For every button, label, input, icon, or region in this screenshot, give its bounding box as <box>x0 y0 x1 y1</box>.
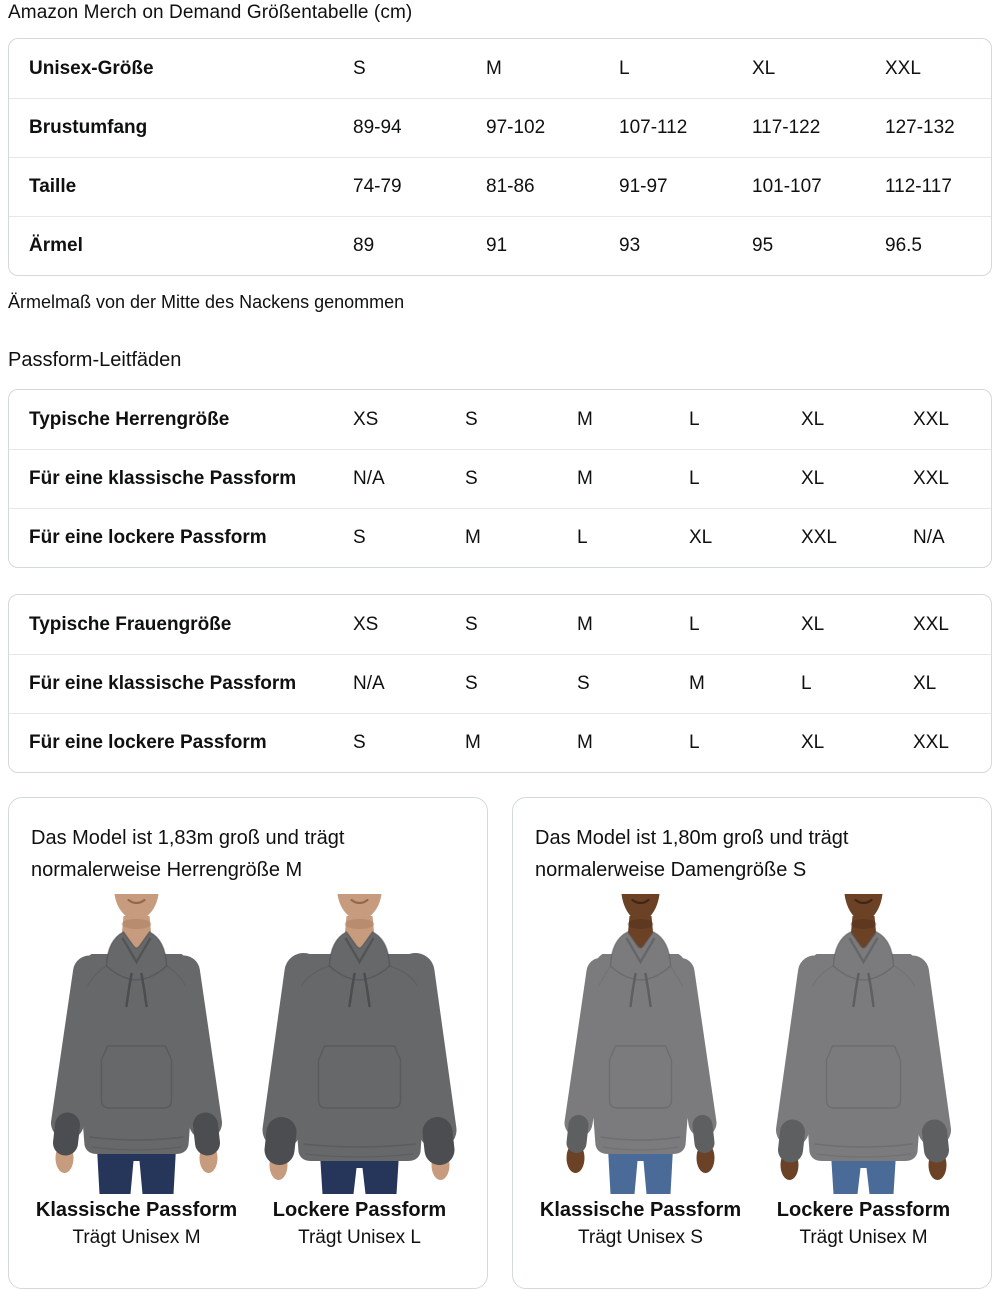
model-photo-male-loose <box>256 894 463 1194</box>
table-row <box>9 595 991 654</box>
table-cell: L <box>801 673 812 694</box>
table-cell: M <box>689 673 705 694</box>
worn-size-caption: Trägt Unisex L <box>298 1227 421 1248</box>
table-cell: M <box>486 57 502 79</box>
model-photo-male-classic <box>33 894 240 1194</box>
table-cell: XL <box>752 57 776 79</box>
table-cell: 74-79 <box>353 176 402 197</box>
table-row <box>9 713 991 772</box>
table-row-label: Ärmel <box>29 235 83 256</box>
table-row <box>9 39 991 98</box>
unisex-size-table <box>8 38 992 276</box>
table-cell: XS <box>353 408 379 430</box>
table-row-label: Brustumfang <box>29 117 148 138</box>
worn-size-caption: Trägt Unisex M <box>799 1227 928 1248</box>
table-cell: 91 <box>486 235 508 256</box>
table-cell: XXL <box>913 732 949 753</box>
table-row <box>9 508 991 567</box>
table-cell: M <box>465 732 481 753</box>
model-figure <box>33 894 240 1249</box>
table-cell: 95 <box>752 235 774 256</box>
model-cards <box>8 797 992 1289</box>
table-cell: XL <box>689 527 713 548</box>
table-row <box>9 98 991 157</box>
table-row-label: Unisex-Größe <box>29 57 154 79</box>
table-cell: S <box>465 613 478 635</box>
table-cell: XXL <box>913 408 949 430</box>
model-card <box>8 797 488 1289</box>
table-cell: XL <box>801 732 825 753</box>
table-cell: L <box>689 732 700 753</box>
table-cell: M <box>577 613 593 635</box>
model-description: Das Model ist 1,80m groß und trägt normalerweise Damengröße S <box>535 827 849 881</box>
table-cell: N/A <box>913 527 945 548</box>
table-cell: N/A <box>353 673 385 694</box>
table-row-label: Für eine lockere Passform <box>29 527 267 548</box>
table-row <box>9 216 991 275</box>
table-cell: 107-112 <box>619 117 688 138</box>
figure-row <box>29 894 467 1249</box>
table-cell: XL <box>913 673 937 694</box>
fit-type-caption: Klassische Passform <box>35 1199 238 1221</box>
table-cell: XS <box>353 613 379 635</box>
table-cell: 97-102 <box>486 117 546 138</box>
table-row <box>9 157 991 216</box>
table-row-label: Typische Herrengröße <box>29 408 230 430</box>
table-cell: 117-122 <box>752 117 821 138</box>
table-cell: 101-107 <box>752 176 822 197</box>
figure-row <box>533 894 971 1249</box>
model-photo-female-classic <box>537 894 744 1194</box>
table-cell: S <box>465 673 478 694</box>
table-cell: 127-132 <box>885 117 955 138</box>
table-cell: 91-97 <box>619 176 668 197</box>
page-title: Amazon Merch on Demand Größentabelle (cm) <box>8 2 413 23</box>
table-cell: XL <box>801 468 825 489</box>
fit-type-caption: Lockere Passform <box>776 1199 951 1221</box>
table-cell: N/A <box>353 468 385 489</box>
table-cell: M <box>577 408 593 430</box>
model-card <box>512 797 992 1289</box>
table-cell: M <box>465 527 481 548</box>
table-cell: L <box>577 527 588 548</box>
table-row-label: Für eine lockere Passform <box>29 732 267 753</box>
table-cell: XXL <box>913 613 949 635</box>
model-figure <box>537 894 744 1249</box>
table-cell: M <box>577 468 593 489</box>
table-cell: S <box>353 732 366 753</box>
table-cell: XXL <box>913 468 949 489</box>
table-row <box>9 449 991 508</box>
table-cell: S <box>353 57 366 79</box>
table-cell: M <box>577 732 593 753</box>
model-photo-female-loose <box>760 894 967 1194</box>
table-cell: 89 <box>353 235 375 256</box>
table-cell: 93 <box>619 235 641 256</box>
table-row <box>9 390 991 449</box>
table-cell: XL <box>801 613 825 635</box>
fit-type-caption: Lockere Passform <box>272 1199 447 1221</box>
model-description: Das Model ist 1,83m groß und trägt normalerweise Herrengröße M <box>31 827 345 881</box>
table-cell: XXL <box>801 527 837 548</box>
table-cell: L <box>689 613 700 635</box>
women-fit-table <box>8 594 992 773</box>
table-cell: 112-117 <box>885 176 952 197</box>
table-cell: XXL <box>885 57 921 79</box>
table-cell: S <box>577 673 590 694</box>
table-cell: S <box>465 408 478 430</box>
table-row-label: Taille <box>29 176 77 197</box>
table-cell: 96.5 <box>885 235 922 256</box>
men-fit-table <box>8 389 992 568</box>
worn-size-caption: Trägt Unisex S <box>578 1227 703 1248</box>
table-row-label: Für eine klassische Passform <box>29 673 297 694</box>
sleeve-measure-note: Ärmelmaß von der Mitte des Nackens genommen <box>8 292 405 312</box>
table-row <box>9 654 991 713</box>
table-cell: 89-94 <box>353 117 402 138</box>
table-cell: 81-86 <box>486 176 535 197</box>
table-cell: S <box>465 468 478 489</box>
model-figure <box>256 894 463 1249</box>
fit-guides-heading: Passform-Leitfäden <box>8 349 182 371</box>
table-cell: L <box>689 468 700 489</box>
table-row-label: Typische Frauengröße <box>29 613 232 635</box>
model-figure <box>760 894 967 1249</box>
table-cell: L <box>689 408 700 430</box>
fit-type-caption: Klassische Passform <box>539 1199 742 1221</box>
table-cell: L <box>619 57 630 79</box>
table-cell: XL <box>801 408 825 430</box>
table-cell: S <box>353 527 366 548</box>
worn-size-caption: Trägt Unisex M <box>72 1227 201 1248</box>
table-row-label: Für eine klassische Passform <box>29 468 297 489</box>
